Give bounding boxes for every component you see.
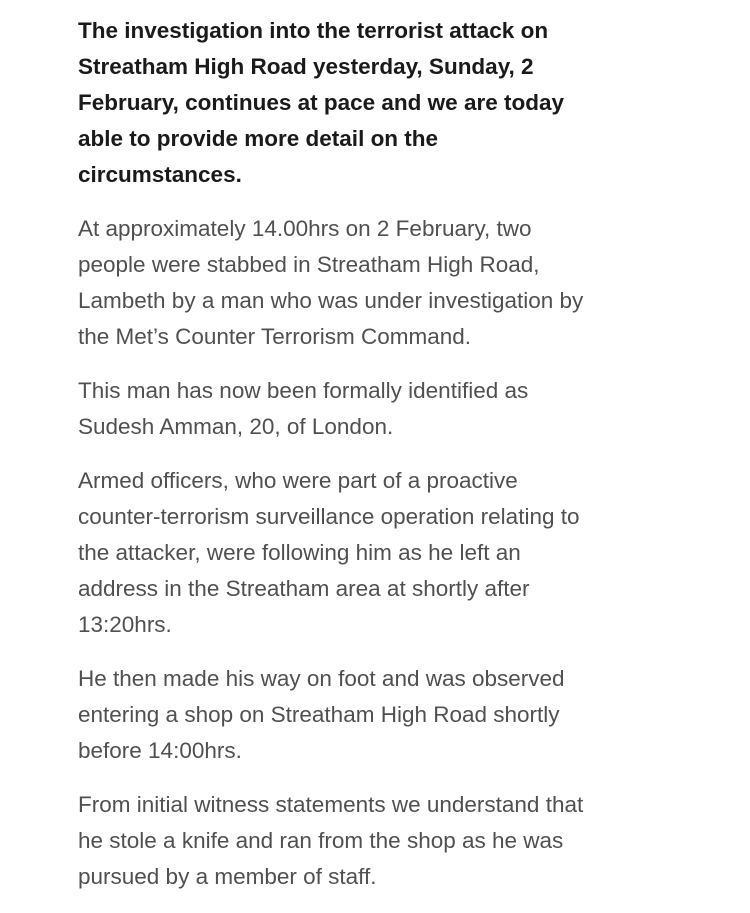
paragraph-line: he stole a knife and ran from the shop as he was	[78, 828, 564, 853]
paragraph-line: At approximately 14.00hrs on 2 February, two	[78, 216, 532, 241]
article-paragraph	[78, 211, 718, 355]
paragraph-line: This man has now been formally identified as	[78, 378, 529, 403]
lead-line: The investigation into the terrorist attack on	[78, 18, 549, 43]
paragraph-line: people were stabbed in Streatham High Road,	[78, 252, 540, 277]
lead-line: February, continues at pace and we are today	[78, 90, 564, 115]
paragraph-line: Lambeth by a man who was under investigation by	[78, 288, 584, 313]
paragraph-line: He then made his way on foot and was observed	[78, 666, 565, 691]
lead-line: circumstances.	[78, 162, 242, 187]
paragraph-line: pursued by a member of staff.	[78, 864, 377, 889]
paragraph-line: before 14:00hrs.	[78, 738, 242, 763]
paragraph-line: entering a shop on Streatham High Road shortly	[78, 702, 560, 727]
paragraph-line: Sudesh Amman, 20, of London.	[78, 414, 394, 439]
paragraph-line: the Met’s Counter Terrorism Command.	[78, 324, 472, 349]
lead-line: able to provide more detail on the	[78, 126, 439, 151]
paragraph-line: From initial witness statements we understand that	[78, 792, 584, 817]
paragraph-line: 13:20hrs.	[78, 612, 172, 637]
paragraph-line: Armed officers, who were part of a proactive	[78, 468, 518, 493]
paragraph-line: address in the Streatham area at shortly after	[78, 576, 530, 601]
article-paragraph	[78, 661, 718, 769]
lead-line: Streatham High Road yesterday, Sunday, 2	[78, 54, 534, 79]
article-lead	[78, 13, 718, 193]
paragraph-line: counter-terrorism surveillance operation relating to	[78, 504, 580, 529]
article-body	[78, 13, 718, 913]
article-paragraph	[78, 787, 718, 895]
article-paragraph	[78, 463, 718, 643]
article-paragraph	[78, 373, 718, 445]
paragraph-line: the attacker, were following him as he left an	[78, 540, 521, 565]
